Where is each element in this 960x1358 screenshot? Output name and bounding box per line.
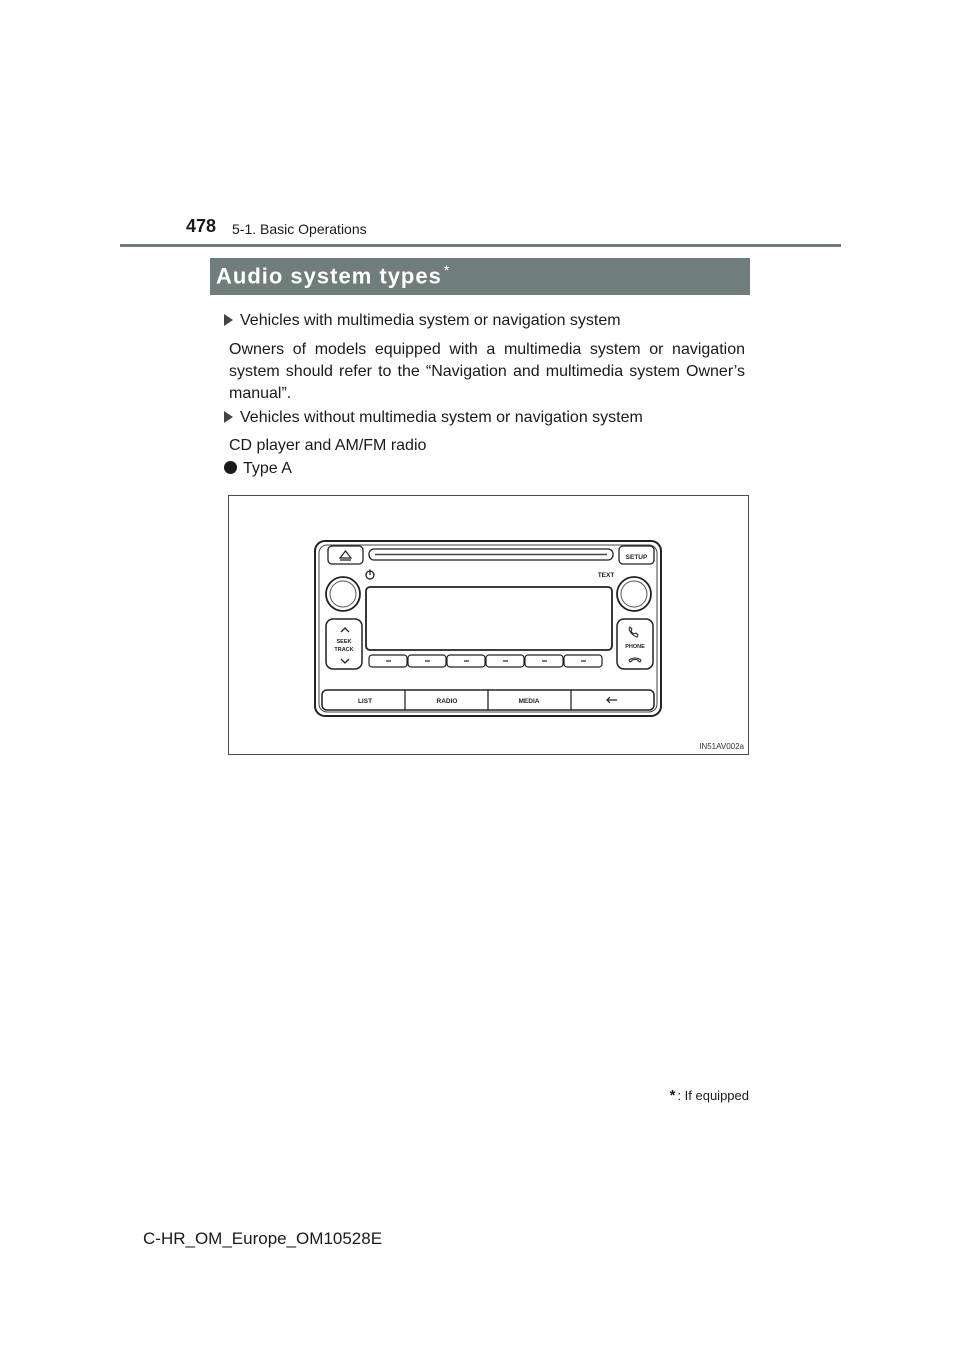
banner-title-wrap: [216, 262, 450, 289]
cd-radio-line: CD player and AM/FM radio: [229, 437, 427, 454]
bullet-no-multimedia-text: Vehicles without multimedia system or navigation system: [240, 409, 643, 426]
volume-knob[interactable]: [326, 577, 360, 611]
figure-code: IN51AV002a: [699, 742, 744, 751]
paragraph-owners: Owners of models equipped with a multimedia system or navigation system should refer to the “Navigation and multimedia system Owner’s manual”.: [229, 341, 745, 402]
eject-button[interactable]: [328, 546, 363, 564]
bullet-multimedia: [224, 312, 621, 330]
section-title: 5-1. Basic Operations: [232, 221, 367, 237]
bullet-multimedia-text: Vehicles with multimedia system or navigation system: [240, 312, 621, 329]
type-a-line: [224, 460, 292, 478]
track-label: TRACK: [334, 647, 354, 653]
display-screen: [366, 587, 612, 650]
footnote-text: : If equipped: [677, 1088, 749, 1103]
banner-star: *: [443, 262, 451, 278]
list-label: LIST: [357, 698, 373, 705]
footnote-star: *: [669, 1087, 676, 1104]
seek-label: SEEK: [336, 639, 352, 645]
triangle-bullet-icon: [224, 411, 233, 423]
radio-label: RADIO: [436, 698, 458, 705]
tune-knob[interactable]: [617, 577, 651, 611]
page-number: 478: [186, 216, 217, 236]
phone-label: PHONE: [625, 644, 645, 650]
footer-doc-id: C-HR_OM_Europe_OM10528E: [143, 1229, 383, 1248]
media-label: MEDIA: [518, 698, 540, 705]
audio-unit-illustration: [229, 496, 748, 754]
section-banner: [210, 258, 750, 295]
bullet-no-multimedia: [224, 409, 643, 427]
footnote: [670, 1087, 749, 1104]
audio-unit-figure: [228, 495, 749, 755]
type-a-text: Type A: [243, 460, 292, 477]
triangle-bullet-icon: [224, 314, 233, 326]
text-label: TEXT: [597, 572, 615, 579]
banner-title: Audio system types: [216, 263, 442, 289]
setup-label: SETUP: [625, 554, 648, 561]
header-rule: [120, 244, 841, 247]
circle-bullet-icon: [224, 461, 237, 474]
